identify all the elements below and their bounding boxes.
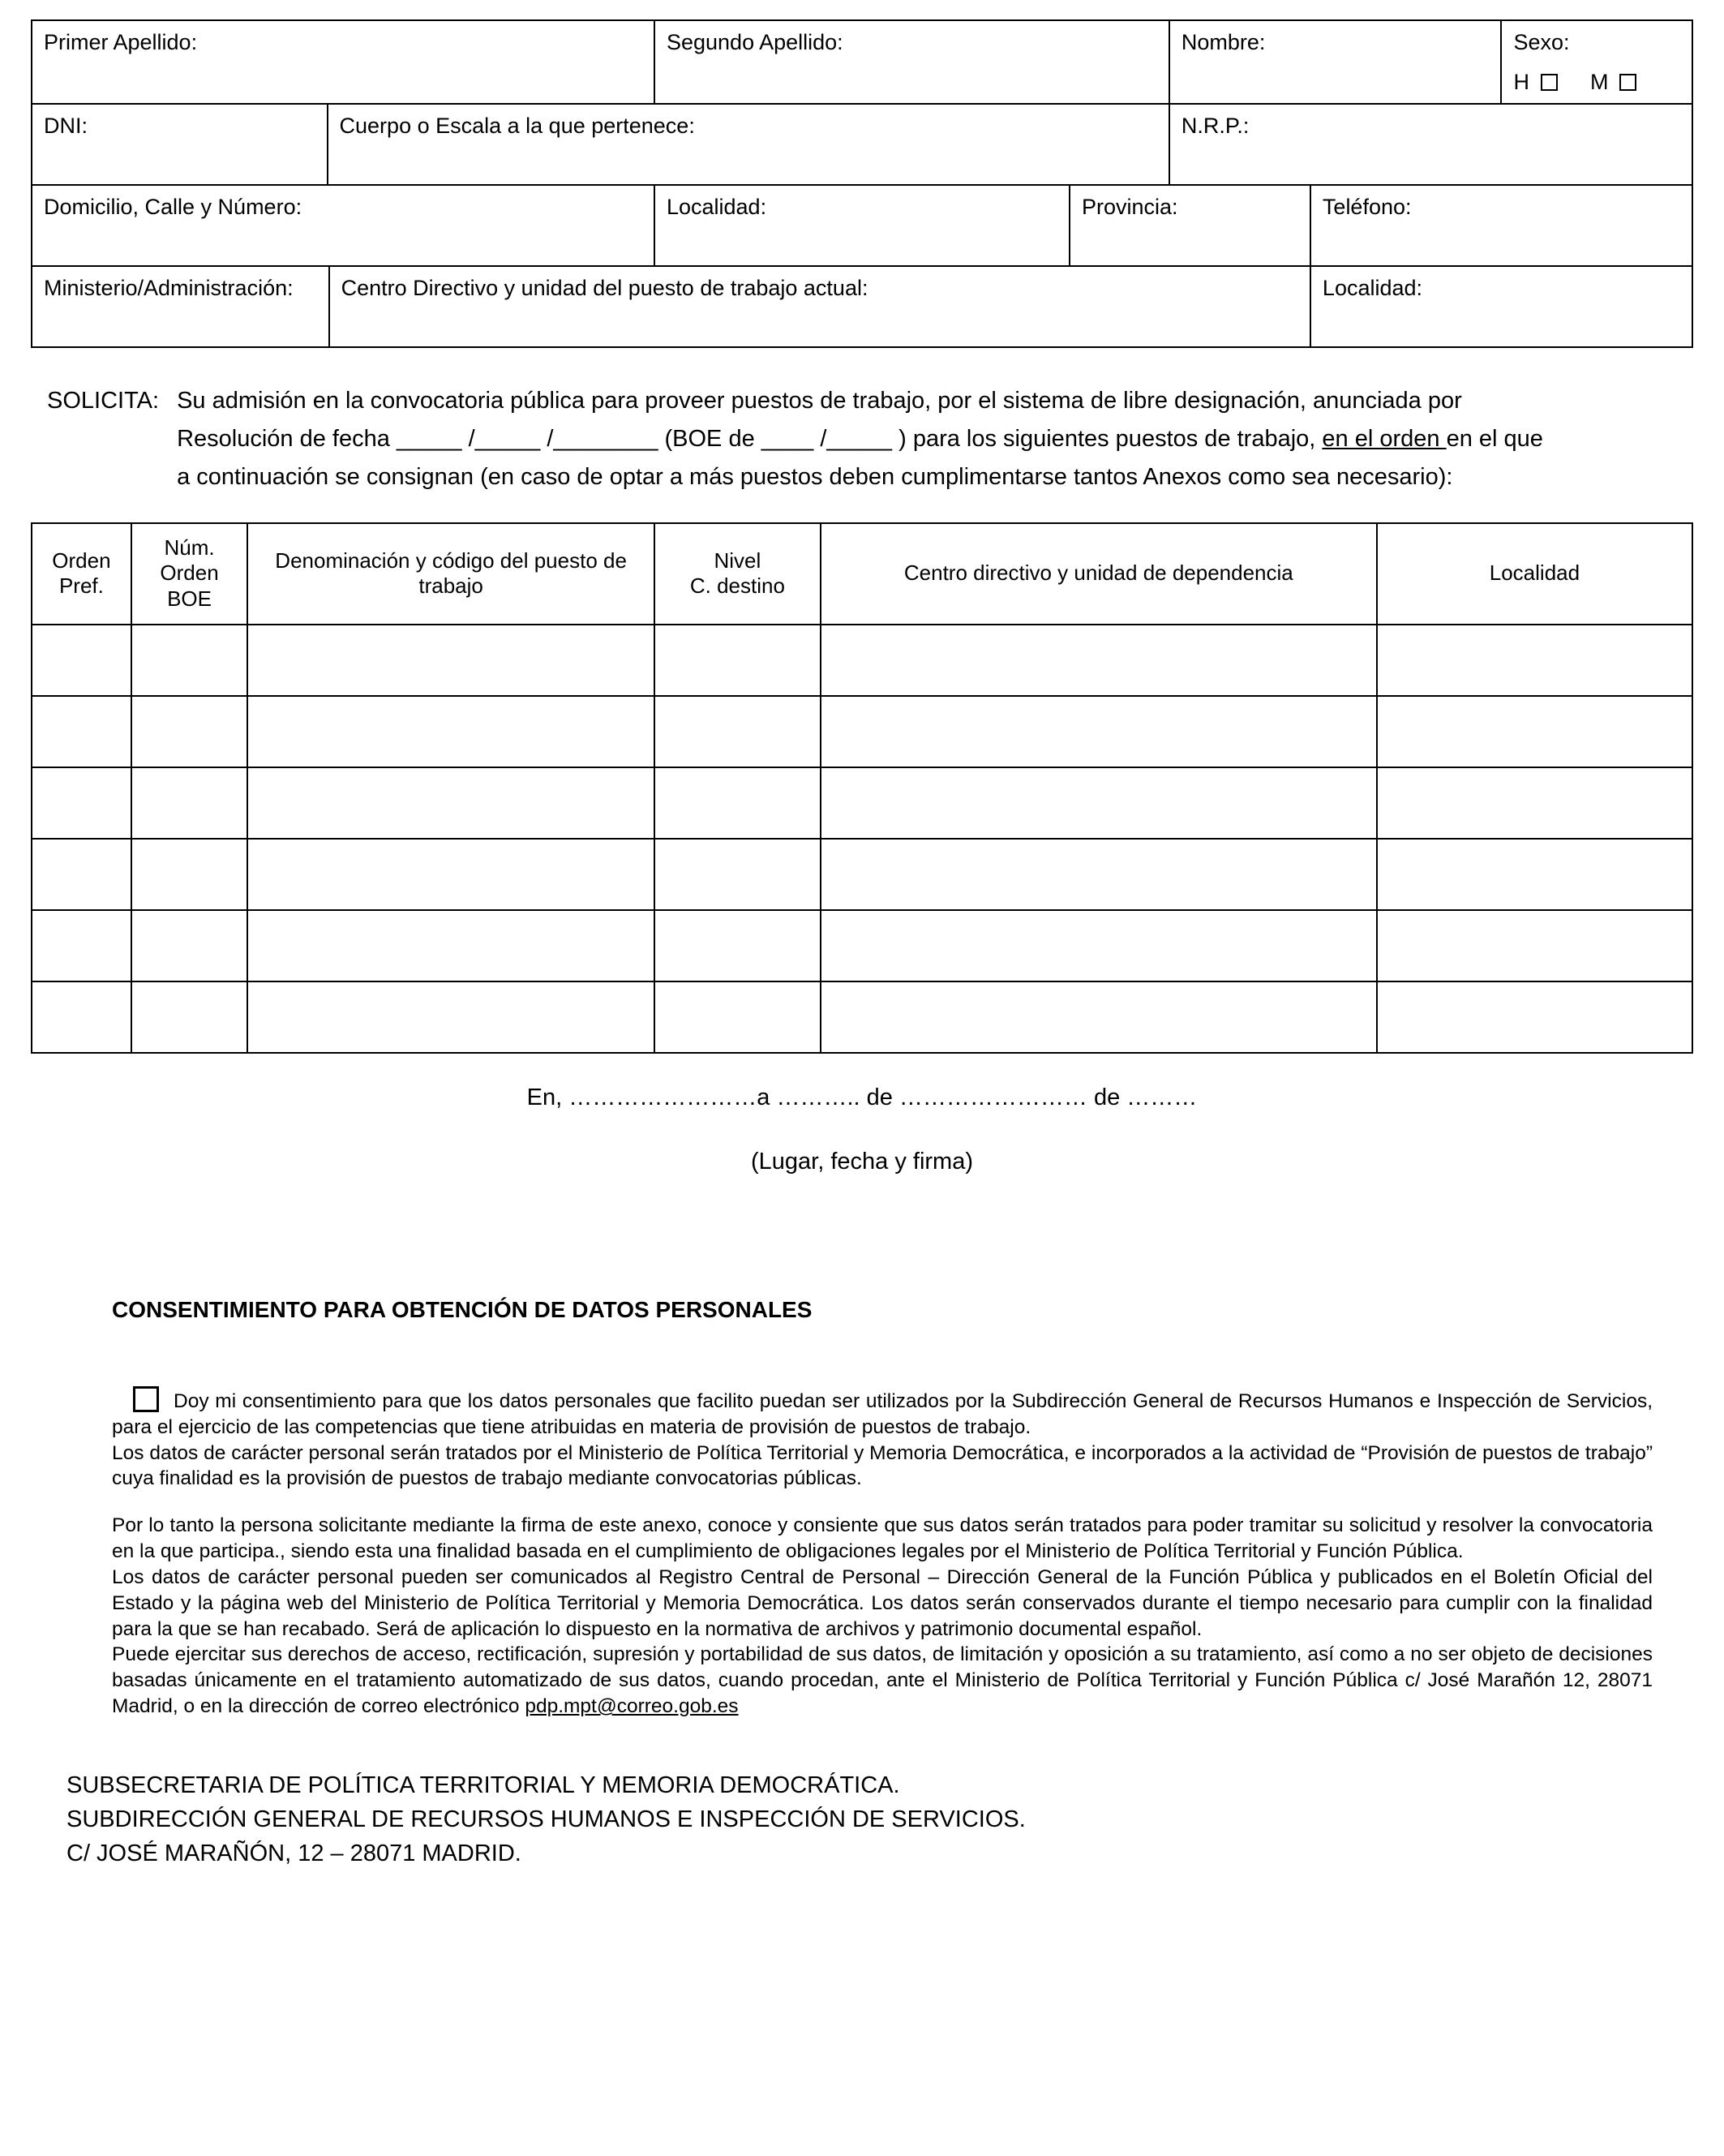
puestos-row: [32, 981, 1692, 1053]
field-localidad[interactable]: [654, 185, 1070, 266]
solicita-line-2: [177, 420, 1685, 458]
label-telefono: Teléfono:: [1322, 194, 1412, 219]
puestos-cell[interactable]: [821, 839, 1377, 910]
label-nrp: N.R.P.:: [1181, 113, 1250, 138]
puestos-table: [31, 522, 1693, 1054]
field-dni[interactable]: [32, 104, 328, 185]
en-lugar-fecha-line: En, ……………………a ……….. de …………………… de ………: [526, 1084, 1198, 1110]
puestos-row: [32, 767, 1692, 839]
field-centro-directivo[interactable]: [329, 266, 1310, 347]
puestos-cell[interactable]: [654, 696, 821, 767]
puestos-cell[interactable]: [654, 981, 821, 1053]
label-dni: DNI:: [44, 113, 88, 138]
header-nivel-l2: C. destino: [689, 573, 785, 599]
lugar-fecha-firma-caption: (Lugar, fecha y firma): [751, 1148, 973, 1175]
footer-line-1: SUBSECRETARIA DE POLÍTICA TERRITORIAL Y MEMORIA DEMOCRÁTICA.: [66, 1772, 900, 1798]
consent-title: CONSENTIMIENTO PARA OBTENCIÓN DE DATOS PERSONALES: [112, 1296, 813, 1322]
label-sexo-mujer: M: [1589, 69, 1609, 94]
field-domicilio[interactable]: [32, 185, 654, 266]
puestos-cell[interactable]: [1377, 696, 1692, 767]
consent-paragraph-1-text: Doy mi consentimiento para que los datos personales que facilito puedan ser utilizados por la Subdirección General de Recursos Humanos e Inspección de Servicios, para el ejercicio de las competencias que tiene atribuidas en materia de provisión de puestos de trabajo.: [112, 1389, 1653, 1438]
puestos-row: [32, 625, 1692, 696]
checkbox-sexo-mujer[interactable]: [1619, 74, 1636, 91]
puestos-cell[interactable]: [1377, 767, 1692, 839]
puestos-cell[interactable]: [1377, 625, 1692, 696]
header-denominacion-l1: Denominación y código del puesto de: [275, 548, 627, 573]
header-localidad-label: Localidad: [1489, 560, 1580, 586]
field-cuerpo-escala[interactable]: [328, 104, 1169, 185]
consent-paragraph-2: Los datos de carácter personal serán tratados por el Ministerio de Política Territorial y Memoria Democrática, e incorporados a la actividad de “Provisión de puestos de trabajo” cuya finalidad es la provisión de puestos de trabajo mediante convocatorias públicas.: [112, 1441, 1653, 1490]
consent-paragraph-5: [112, 1642, 1653, 1720]
label-sexo-hombre: H: [1513, 69, 1529, 94]
header-nivel-c-destino: [654, 523, 821, 625]
consent-paragraph-4: Los datos de carácter personal pueden ser comunicados al Registro Central de Personal – Dirección General de la Función Pública y publicados en el Boletín Oficial del Estado y la página web del Ministerio de Política Territorial y Memoria Democrática. Los datos serán conservados durante el tiempo necesario para cumplir con la finalidad para la que se han recabado. Será de aplicación lo dispuesto en la normativa de archivos y patrimonio documental español.: [112, 1565, 1653, 1640]
puestos-cell[interactable]: [821, 981, 1377, 1053]
header-centro-label: Centro directivo y unidad de dependencia: [903, 560, 1293, 586]
solicita-label: SOLICITA:: [47, 387, 160, 414]
puestos-cell[interactable]: [654, 910, 821, 981]
label-localidad: Localidad:: [666, 194, 767, 219]
footer-address: [66, 1768, 1693, 1870]
puestos-cell[interactable]: [247, 839, 654, 910]
checkbox-consentimiento[interactable]: [133, 1386, 159, 1412]
puestos-header-row: [32, 523, 1692, 625]
puestos-row: [32, 839, 1692, 910]
field-primer-apellido[interactable]: [32, 20, 654, 104]
puestos-cell[interactable]: [32, 910, 131, 981]
puestos-cell[interactable]: [1377, 839, 1692, 910]
header-denominacion-l2: trabajo: [418, 573, 483, 599]
puestos-cell[interactable]: [247, 696, 654, 767]
puestos-cell[interactable]: [32, 981, 131, 1053]
puestos-cell[interactable]: [654, 767, 821, 839]
solicita-line-2a: Resolución de fecha _____ /_____ /________ (BOE de ____ /_____ ) para los siguientes puestos de trabajo,: [177, 425, 1323, 452]
label-nombre: Nombre:: [1181, 30, 1266, 54]
puestos-cell[interactable]: [654, 625, 821, 696]
consent-body: [112, 1386, 1653, 1720]
field-segundo-apellido[interactable]: [654, 20, 1169, 104]
footer-line-3: C/ JOSÉ MARAÑÓN, 12 – 28071 MADRID.: [66, 1840, 521, 1867]
puestos-cell[interactable]: [1377, 981, 1692, 1053]
puestos-cell[interactable]: [131, 696, 247, 767]
puestos-cell[interactable]: [654, 839, 821, 910]
header-orden-pref-l2: Pref.: [58, 573, 104, 599]
field-sexo[interactable]: [1501, 20, 1692, 104]
header-num-orden-boe: [131, 523, 247, 625]
checkbox-sexo-hombre[interactable]: [1541, 74, 1558, 91]
puestos-cell[interactable]: [32, 767, 131, 839]
field-nrp[interactable]: [1169, 104, 1692, 185]
puestos-cell[interactable]: [131, 910, 247, 981]
label-centro-directivo: Centro Directivo y unidad del puesto de trabajo actual:: [341, 275, 868, 300]
puestos-cell[interactable]: [32, 696, 131, 767]
puestos-cell[interactable]: [821, 767, 1377, 839]
puestos-body: [32, 625, 1692, 1053]
header-localidad: [1377, 523, 1692, 625]
consent-paragraph-1: [112, 1386, 1653, 1441]
solicita-block: [47, 382, 1685, 496]
field-nombre[interactable]: [1169, 20, 1502, 104]
puestos-cell[interactable]: [1377, 910, 1692, 981]
puestos-cell[interactable]: [247, 767, 654, 839]
label-domicilio: Domicilio, Calle y Número:: [44, 194, 302, 219]
header-num-orden-l1: Núm.: [164, 535, 215, 560]
puestos-cell[interactable]: [247, 625, 654, 696]
consent-paragraph-3: Por lo tanto la persona solicitante mediante la firma de este anexo, conoce y consiente que sus datos serán tratados para poder tramitar su solicitud y resolver la convocatoria en la que participa., siendo esta una finalidad basada en el cumplimiento de obligaciones legales por el Ministerio de Política Territorial y Función Pública.: [112, 1514, 1653, 1563]
field-localidad-centro[interactable]: [1310, 266, 1692, 347]
header-centro-dependencia: [821, 523, 1377, 625]
field-telefono[interactable]: [1310, 185, 1692, 266]
footer-line-2: SUBDIRECCIÓN GENERAL DE RECURSOS HUMANOS E INSPECCIÓN DE SERVICIOS.: [66, 1806, 1026, 1832]
puestos-cell[interactable]: [131, 625, 247, 696]
label-sexo: Sexo:: [1513, 30, 1570, 54]
puestos-row: [32, 910, 1692, 981]
header-denominacion: [247, 523, 654, 625]
field-provincia[interactable]: [1070, 185, 1310, 266]
solicita-line-3: a continuación se consignan (en caso de optar a más puestos deben cumplimentarse tantos Anexos como sea necesario):: [177, 463, 1453, 490]
header-orden-pref: [32, 523, 131, 625]
label-ministerio: Ministerio/Administración:: [44, 275, 294, 300]
puestos-cell[interactable]: [247, 910, 654, 981]
personal-data-table: [31, 19, 1693, 348]
solicita-line-1: Su admisión en la convocatoria pública para proveer puestos de trabajo, por el sistema de libre designación, anunciada por: [177, 387, 1462, 414]
header-nivel-l1: Nivel: [714, 548, 761, 573]
puestos-cell[interactable]: [247, 981, 654, 1053]
field-ministerio[interactable]: [32, 266, 329, 347]
puestos-cell[interactable]: [131, 981, 247, 1053]
solicita-line-2b: en el que: [1446, 425, 1543, 452]
puestos-cell[interactable]: [131, 839, 247, 910]
label-segundo-apellido: Segundo Apellido:: [666, 30, 843, 54]
header-num-orden-l3: BOE: [167, 586, 212, 612]
puestos-cell[interactable]: [131, 767, 247, 839]
label-cuerpo-escala: Cuerpo o Escala a la que pertenece:: [339, 113, 695, 138]
label-primer-apellido: Primer Apellido:: [44, 30, 198, 54]
email-link[interactable]: pdp.mpt@correo.gob.es: [525, 1695, 739, 1718]
puestos-cell[interactable]: [32, 625, 131, 696]
puestos-cell[interactable]: [821, 696, 1377, 767]
header-num-orden-l2: Orden: [160, 560, 219, 586]
puestos-cell[interactable]: [32, 839, 131, 910]
solicita-line-2-underlined: en el orden: [1322, 425, 1447, 452]
puestos-cell[interactable]: [821, 910, 1377, 981]
label-localidad-centro: Localidad:: [1322, 275, 1423, 300]
puestos-row: [32, 696, 1692, 767]
consent-paragraph-5-text: Puede ejercitar sus derechos de acceso, rectificación, supresión y portabilidad de sus datos, de limitación y oposición a su tratamiento, así como a no ser objeto de decisiones basadas únicamente en el tratamiento automatizado de sus datos, cuando procedan, ante el Ministerio de Política Territorial y Función Pública c/ José Marañón 12, 28071 Madrid, o en la dirección de correo electrónico: [112, 1643, 1653, 1718]
label-provincia: Provincia:: [1081, 194, 1178, 219]
header-orden-pref-l1: Orden: [52, 548, 111, 573]
puestos-cell[interactable]: [821, 625, 1377, 696]
